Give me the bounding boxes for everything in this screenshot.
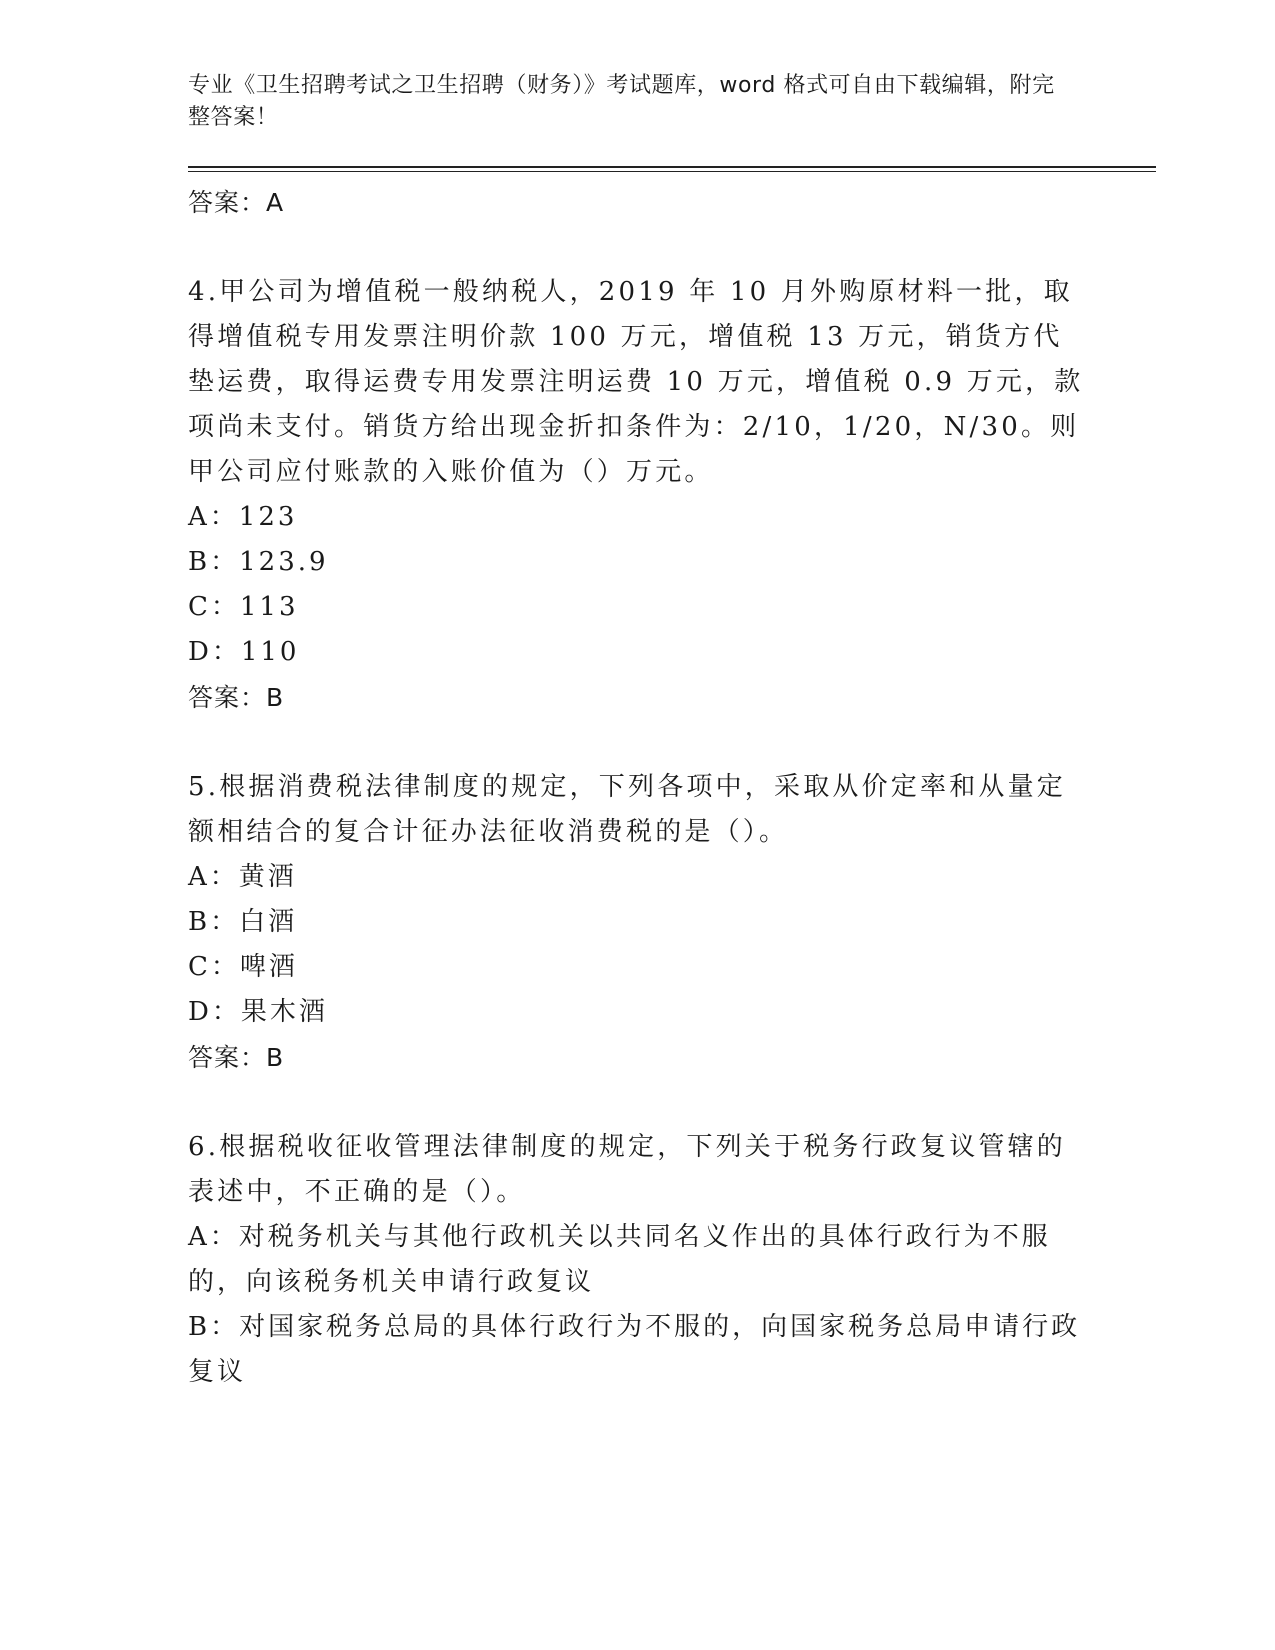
option-a: A：黄酒	[188, 862, 297, 892]
question-block	[188, 1125, 1156, 1395]
answer-line: 答案：A	[188, 188, 285, 217]
question-text: 4.甲公司为增值税一般纳税人，2019 年 10 月外购原材料一批，取得增值税专用发票注明价款 100 万元，增值税 13 万元，销货方代垫运费，取得运费专用发票注明运费 10 万元，增值税 0.9 万元，款项尚未支付。销货方给出现金折扣条件为：2/10，1/20，N/30。则甲公司应付账款的入账价值为（）万元。	[188, 277, 1084, 487]
answer-line: 答案：B	[188, 683, 285, 712]
option-d: D：110	[188, 637, 300, 667]
option-a: A：对税务机关与其他行政机关以共同名义作出的具体行政行为不服的，向该税务机关申请行政复议	[188, 1222, 1051, 1297]
option-b: B：对国家税务总局的具体行政行为不服的，向国家税务总局申请行政复议	[188, 1312, 1081, 1387]
document-page	[188, 70, 1156, 1395]
answer-line: 答案：B	[188, 1043, 285, 1072]
option-d: D：果木酒	[188, 997, 328, 1027]
question-text: 6.根据税收征收管理法律制度的规定，下列关于税务行政复议管辖的表述中，不正确的是（）。	[188, 1132, 1067, 1207]
header-divider	[188, 166, 1156, 172]
option-c: C：113	[188, 592, 299, 622]
question-text: 5.根据消费税法律制度的规定，下列各项中，采取从价定率和从量定额相结合的复合计征办法征收消费税的是（）。	[188, 772, 1067, 847]
option-b: B：白酒	[188, 907, 298, 937]
option-b: B：123.9	[188, 547, 329, 577]
document-header: 专业《卫生招聘考试之卫生招聘（财务）》考试题库，word 格式可自由下载编辑，附完整答案！	[188, 73, 1055, 130]
option-a: A：123	[188, 502, 298, 532]
question-block	[188, 765, 1156, 1081]
option-c: C：啤酒	[188, 952, 298, 982]
question-block	[188, 270, 1156, 721]
